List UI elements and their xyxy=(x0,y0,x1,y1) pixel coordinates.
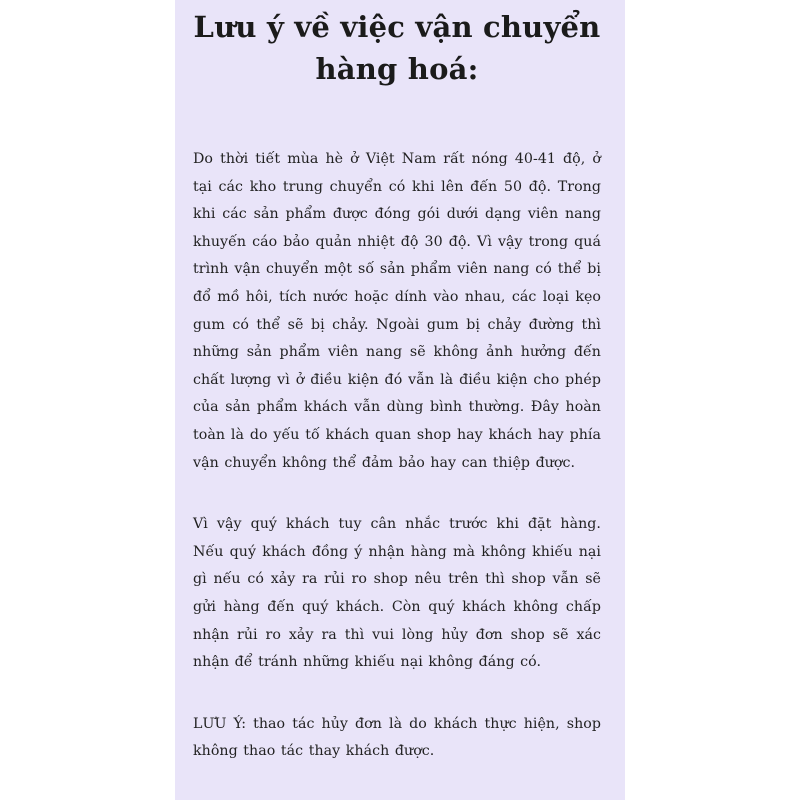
notice-paragraph-weather: Do thời tiết mùa hè ở Việt Nam rất nóng 40-41 độ, ở tại các kho trung chuyển có khi lên đến 50 độ. Trong khi các sản phẩm được đóng gói dưới dạng viên nang khuyến cáo bảo quản nhiệt độ 30 độ. Vì vậy trong quá trình vận chuyển một số sản phẩm viên nang có thể bị đổ mồ hôi, tích nước hoặc dính vào nhau, các loại kẹo gum có thể sẽ bị chảy. Ngoài gum bị chảy đường thì những sản phẩm viên nang sẽ không ảnh hưởng đến chất lượng vì ở điều kiện đó vẫn là điều kiện cho phép của sản phẩm khách vẫn dùng bình thường. Đây hoàn toàn là do yếu tố khách quan shop hay khách hay phía vận chuyển không thể đảm bảo hay can thiệp được. xyxy=(193,151,601,471)
notice-paragraph-cancel-note: LƯU Ý: thao tác hủy đơn là do khách thực hiện, shop không thao tác thay khách được. xyxy=(193,715,601,760)
notice-paragraph-consent: Vì vậy quý khách tuy cân nhắc trước khi đặt hàng. Nếu quý khách đồng ý nhận hàng mà không khiếu nại gì nếu có xảy ra rủi ro shop nêu trên thì shop vẫn sẽ gửi hàng đến quý khách. Còn quý khách không chấp nhận rủi ro xảy ra thì vui lòng hủy đơn shop sẽ xác nhận để tránh những khiếu nại không đáng có. xyxy=(193,516,601,671)
notice-card xyxy=(175,0,625,800)
notice-title: Lưu ý về việc vận chuyển hàng hoá: xyxy=(193,10,601,86)
